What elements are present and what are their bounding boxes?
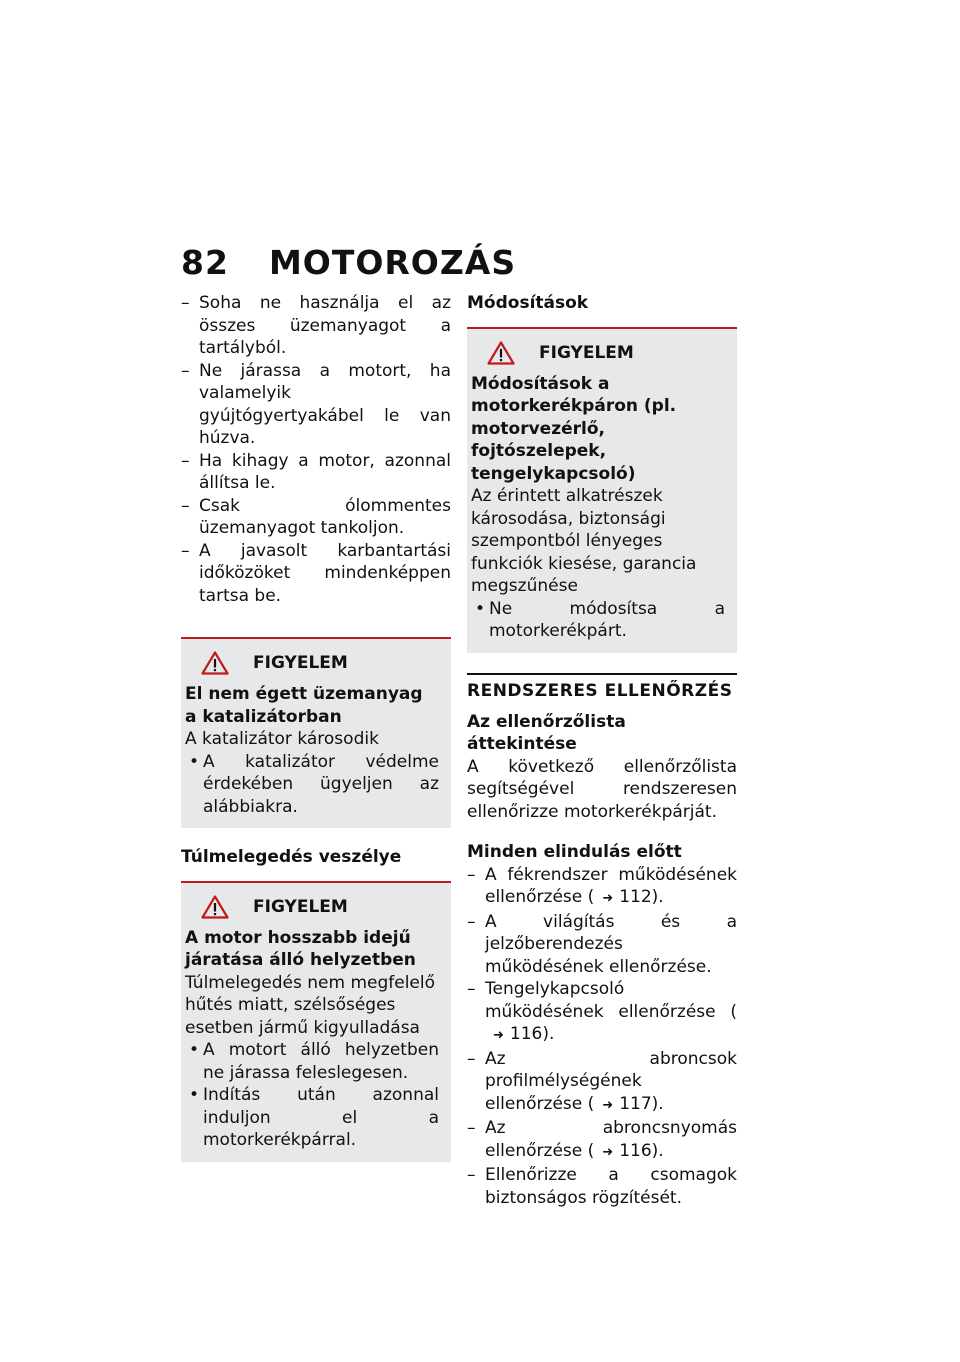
page-ref[interactable]: 117). [619,1093,664,1114]
warning-box-catalyst [181,637,451,828]
list-item-text: A világítás és a jelzőberendezés működésének ellenőrzése. [485,911,737,977]
list-item: • Ne módosítsa a motorkerékpárt. [471,598,725,643]
subheading-modifications: Módosítások [467,293,589,313]
list-item [467,911,737,979]
list-item: – Az abroncsnyomás ellenőrzése ( ➜ 116). [467,1117,737,1164]
list-item: – Ne járassa a motort, ha valamelyik gyújtógyertyakábel le van húzva. [181,360,451,450]
warning-label: FIGYELEM [253,896,348,917]
page-title: MOTOROZÁS [268,243,517,282]
left-column [181,292,451,1162]
list-item: • A motort álló helyzetben ne járassa feleslegesen. [185,1039,439,1084]
subheading-overheating: Túlmelegedés veszélye [181,847,402,867]
warning-title: Módosítások a motorkerékpáron (pl. motorvezérlő, fojtószelepek, tengelykapcsoló) [471,373,677,484]
warning-bullets [471,598,725,643]
warning-title: A motor hosszabb idejű járatása álló helyzetben [185,927,416,970]
warning-triangle-icon [201,651,229,675]
warning-header [185,651,439,675]
before-start-list [467,864,737,1210]
page-ref-arrow-icon: ➜ [602,1097,614,1113]
page-ref-arrow-icon: ➜ [493,1028,504,1043]
warning-triangle-icon [201,895,229,919]
warning-triangle-icon [487,341,515,365]
warning-box-modifications [467,327,737,653]
list-item: • A katalizátor védelme érdekében ügyeljen az alábbiakra. [185,751,439,819]
list-item: – Csak ólommentes üzemanyagot tankoljon. [181,495,451,540]
checklist-intro-text: A következő ellenőrzőlista segítségével rendszeresen ellenőrizze motorkerékpárját. [467,756,737,822]
list-item: – Ha kihagy a motor, azonnal állítsa le. [181,450,451,495]
page-ref-arrow-icon: ➜ [602,1144,614,1160]
page-ref[interactable]: 116). [619,1140,664,1161]
subheading-checklist: Az ellenőrzőlista áttekintése [467,711,626,754]
warning-text: A katalizátor károsodik [185,729,379,749]
list-item: – Soha ne használja el az összes üzemanyagot a tartályból. [181,292,451,360]
list-item: – Az abroncsok profilmélységének ellenőrzése ( ➜ 117). [467,1048,737,1118]
list-item-text: A fékrendszer működésének ellenőrzése [485,864,737,907]
warning-box-overheating [181,881,451,1162]
warning-header [185,895,439,919]
page-header [181,243,516,282]
list-item-text: Tengelykapcsoló működésének ellenőrzése [485,979,716,1022]
list-item [467,1164,737,1209]
page-ref-arrow-icon: ➜ [602,891,614,906]
warning-title: El nem égett üzemanyag a katalizátorban [185,684,423,727]
list-item: • Indítás után azonnal induljon el a motorkerékpárral. [185,1084,439,1152]
warning-label: FIGYELEM [539,342,634,363]
warning-text: Az érintett alkatrészek károsodása, biztonsági szempontból lényeges funkciók kiesése, garancia megszűnése [471,486,697,596]
warning-label: FIGYELEM [253,653,348,673]
list-item-text: Az abroncsok profilmélységének ellenőrzése [485,1048,737,1114]
right-column [467,292,737,1209]
warning-bullets [185,1039,439,1152]
section-title-regular-check: RENDSZERES ELLENŐRZÉS [467,673,737,701]
warning-bullets [185,751,439,819]
page-ref[interactable]: 112). [619,887,664,907]
list-item: – A fékrendszer működésének ellenőrzése ( ➜ 112). [467,864,737,911]
page-ref[interactable]: 116). [509,1024,555,1044]
list-item-text: Az abroncsnyomás ellenőrzése [485,1118,737,1161]
list-item: – Tengelykapcsoló működésének ellenőrzése (➜ 116). [467,978,737,1048]
intro-list [181,292,451,607]
list-item: – A javasolt karbantartási időközöket mindenképpen tartsa be. [181,540,451,608]
list-item-text: Ellenőrizze a csomagok biztonságos rögzítését. [485,1165,737,1208]
warning-header [471,341,725,365]
warning-text: Túlmelegedés nem megfelelő hűtés miatt, szélsőséges esetben jármű kigyulladása [185,972,436,1038]
page-number: 82 [181,243,229,282]
subheading-before-start: Minden elindulás előtt [467,842,682,862]
